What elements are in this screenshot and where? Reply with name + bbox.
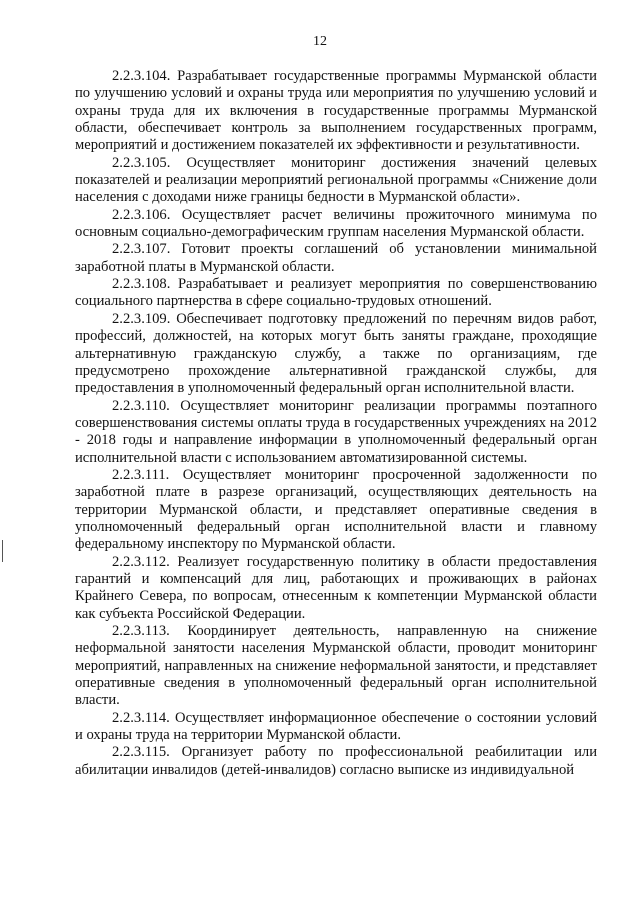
paragraph-2-2-3-105: 2.2.3.105. Осуществляет мониторинг достижения значений целевых показателей и реализации мероприятий региональной программы «Снижение доли населения с доходами ниже границы бедности в Мурманской области». xyxy=(75,154,597,206)
paragraph-2-2-3-112: 2.2.3.112. Реализует государственную политику в области предоставления гарантий и компенсаций для лиц, работающих и проживающих в районах Крайнего Севера, по вопросам, отнесенным к компетенции Мурманской области как субъекта Российской Федерации. xyxy=(75,553,597,622)
paragraph-2-2-3-115: 2.2.3.115. Организует работу по профессиональной реабилитации или абилитации инвалидов (детей-инвалидов) согласно выписке из индивидуальной xyxy=(75,744,597,778)
document-body xyxy=(75,68,597,779)
paragraph-2-2-3-111: 2.2.3.111. Осуществляет мониторинг просроченной задолженности по заработной плате в разрезе организаций, осуществляющих деятельность на территории Мурманской области, и представляет оперативные сведения в уполномоченный федеральный орган исполнительной власти и главному федеральному инспектору по Мурманской области. xyxy=(75,466,597,553)
scan-edge-mark xyxy=(2,540,3,562)
paragraph-2-2-3-110: 2.2.3.110. Осуществляет мониторинг реализации программы поэтапного совершенствования системы оплаты труда в государственных учреждениях на 2012 - 2018 годы и направление информации в уполномоченный федеральный орган исполнительной власти с использованием автоматизированной системы. xyxy=(75,397,597,466)
paragraph-2-2-3-113: 2.2.3.113. Координирует деятельность, направленную на снижение неформальной занятости населения Мурманской области, проводит мониторинг мероприятий, направленных на снижение неформальной занятости, и представляет оперативные сведения в уполномоченный федеральный орган исполнительной власти. xyxy=(75,623,597,709)
paragraph-2-2-3-114: 2.2.3.114. Осуществляет информационное обеспечение о состоянии условий и охраны труда на территории Мурманской области. xyxy=(75,709,597,744)
paragraph-2-2-3-104: 2.2.3.104. Разрабатывает государственные программы Мурманской области по улучшению условий и охраны труда или мероприятия по улучшению условий и охраны труда для их включения в государственные программы Мурманской области, обеспечивает контроль за выполнением государственных программ, мероприятий и достижением показателей их эффективности и результативности. xyxy=(75,68,597,154)
paragraph-2-2-3-107: 2.2.3.107. Готовит проекты соглашений об установлении минимальной заработной платы в Мурманской области. xyxy=(75,241,597,275)
paragraph-2-2-3-109: 2.2.3.109. Обеспечивает подготовку предложений по перечням видов работ, профессий, должностей, на которых могут быть заняты граждане, проходящие альтернативную гражданскую службу, а также по организациям, где предусмотрено прохождение альтернативной гражданской службы, для предоставления в уполномоченный федеральный орган исполнительной власти. xyxy=(75,310,597,397)
paragraph-2-2-3-106: 2.2.3.106. Осуществляет расчет величины прожиточного минимума по основным социально-демографическим группам населения Мурманской области. xyxy=(75,206,597,241)
paragraph-2-2-3-108: 2.2.3.108. Разрабатывает и реализует мероприятия по совершенствованию социального партнерства в сфере социально-трудовых отношений. xyxy=(75,276,597,310)
page-number: 12 xyxy=(313,34,327,49)
